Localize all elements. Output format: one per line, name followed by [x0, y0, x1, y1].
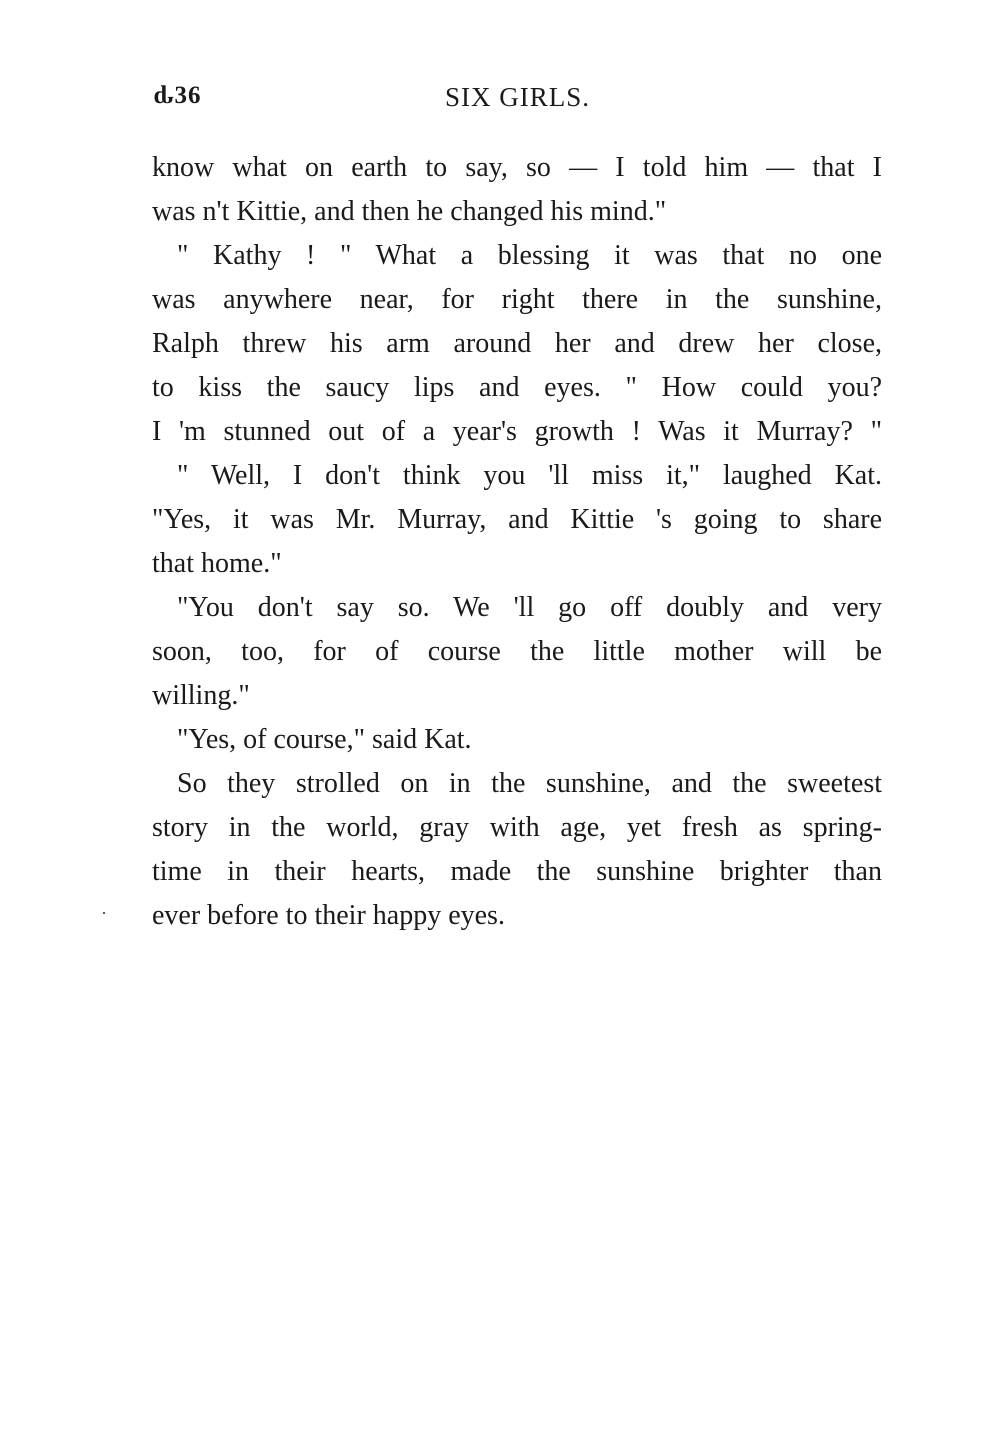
page-number: ԃ36: [154, 82, 202, 109]
body-text: [152, 146, 882, 938]
text-line: to kiss the saucy lips and eyes. " How could you?: [152, 372, 882, 403]
text-line: I 'm stunned out of a year's growth ! Was it Murray? ": [152, 416, 882, 447]
page-header: [150, 82, 885, 122]
text-line: "You don't say so. We 'll go off doubly and very: [177, 592, 882, 623]
text-line: Ralph threw his arm around her and drew her close,: [152, 328, 882, 359]
text-line: know what on earth to say, so — I told him — that I: [152, 152, 882, 183]
text-line: was n't Kittie, and then he changed his mind.": [152, 196, 667, 227]
text-line: soon, too, for of course the little mother will be: [152, 636, 882, 667]
text-line: was anywhere near, for right there in the sunshine,: [152, 284, 882, 315]
text-line: "Yes, it was Mr. Murray, and Kittie 's going to share: [152, 504, 882, 535]
text-line: " Kathy ! " What a blessing it was that no one: [177, 240, 882, 271]
stray-print-mark: [103, 912, 105, 914]
text-line: "Yes, of course," said Kat.: [177, 724, 472, 755]
text-line: " Well, I don't think you 'll miss it," laughed Kat.: [177, 460, 882, 491]
text-line: time in their hearts, made the sunshine brighter than: [152, 856, 882, 887]
text-line: willing.": [152, 680, 250, 711]
text-line: story in the world, gray with age, yet fresh as spring-: [152, 812, 882, 843]
text-line: So they strolled on in the sunshine, and the sweetest: [177, 768, 882, 799]
running-title: SIX GIRLS.: [444, 82, 590, 112]
text-line: ever before to their happy eyes.: [152, 900, 505, 931]
text-line: that home.": [152, 548, 282, 579]
